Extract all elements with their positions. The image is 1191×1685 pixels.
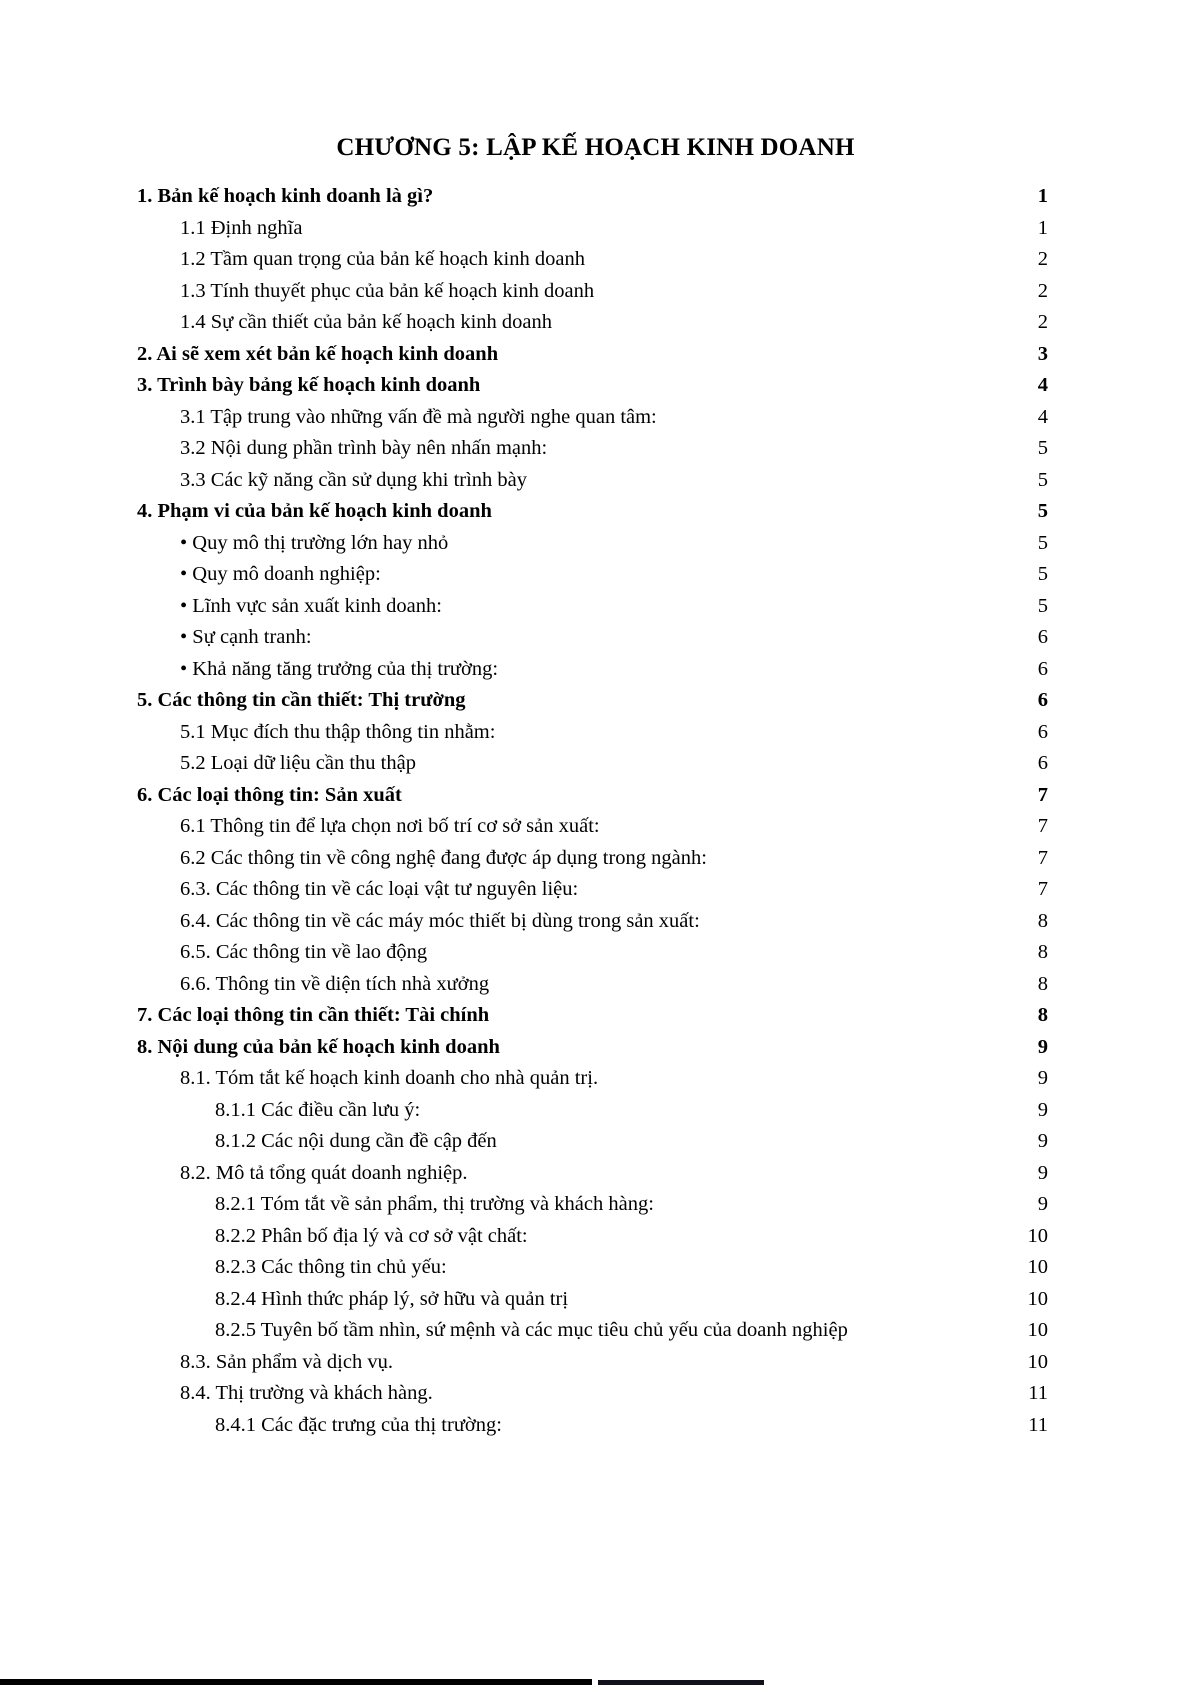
toc-entry-page-number: 2 bbox=[1037, 248, 1048, 270]
toc-entry bbox=[137, 780, 1048, 812]
toc-entry-label: 6. Các loại thông tin: Sản xuất bbox=[137, 783, 402, 806]
toc-entry-page-number: 7 bbox=[1037, 878, 1048, 900]
toc-entry-label: • Khả năng tăng trưởng của thị trường: bbox=[180, 657, 499, 680]
bottom-rules bbox=[0, 1678, 1191, 1685]
toc-entry-page-number: 7 bbox=[1037, 783, 1048, 806]
toc-entry-label: • Lĩnh vực sản xuất kinh doanh: bbox=[180, 594, 442, 617]
toc-entry bbox=[137, 559, 1048, 591]
toc-entry bbox=[137, 402, 1048, 434]
toc-entry-label: 8.4.1 Các đặc trưng của thị trường: bbox=[215, 1413, 502, 1436]
toc-entry-page-number: 1 bbox=[1037, 185, 1048, 207]
toc-entry-page-number: 6 bbox=[1037, 689, 1048, 711]
toc-entry-label: 6.6. Thông tin về diện tích nhà xưởng bbox=[180, 972, 490, 995]
toc-entry-label: 8.2.1 Tóm tắt về sản phẩm, thị trường và khách hàng: bbox=[215, 1193, 654, 1215]
toc-entry-label: 8. Nội dung của bản kế hoạch kinh doanh bbox=[137, 1035, 500, 1058]
toc-entry-label: 1.2 Tầm quan trọng của bản kế hoạch kinh doanh bbox=[180, 248, 585, 270]
toc-entry-page-number: 2 bbox=[1037, 311, 1048, 333]
toc-entry-label: 1.1 Định nghĩa bbox=[180, 216, 303, 239]
toc-entry-label: 3.2 Nội dung phần trình bày nên nhấn mạnh: bbox=[180, 437, 548, 459]
toc-entry bbox=[137, 1158, 1048, 1190]
toc-entry bbox=[137, 874, 1048, 906]
toc-entry-label: 8.2.5 Tuyên bố tầm nhìn, sứ mệnh và các mục tiêu chủ yếu của doanh nghiệp bbox=[215, 1319, 848, 1341]
toc-entry-page-number: 9 bbox=[1037, 1161, 1048, 1184]
toc-entry bbox=[137, 370, 1048, 402]
toc-entry bbox=[137, 937, 1048, 969]
toc-entry bbox=[137, 276, 1048, 308]
toc-entry bbox=[137, 1347, 1048, 1379]
toc-entry bbox=[137, 1284, 1048, 1316]
toc-entry-label: 8.2.3 Các thông tin chủ yếu: bbox=[215, 1256, 447, 1278]
toc-entry-page-number: 9 bbox=[1037, 1067, 1048, 1089]
toc-entry-page-number: 9 bbox=[1037, 1130, 1048, 1152]
toc-entry-page-number: 10 bbox=[1027, 1256, 1048, 1278]
toc-entry bbox=[137, 654, 1048, 686]
toc-entry-label: 3.1 Tập trung vào những vấn đề mà người nghe quan tâm: bbox=[180, 405, 657, 428]
toc-entry-page-number: 1 bbox=[1037, 216, 1048, 239]
toc-entry-label: 6.1 Thông tin để lựa chọn nơi bố trí cơ sở sản xuất: bbox=[180, 815, 600, 837]
toc-entry bbox=[137, 685, 1048, 717]
toc-entry-page-number: 4 bbox=[1037, 374, 1048, 396]
toc-entry-label: 5.2 Loại dữ liệu cần thu thập bbox=[180, 752, 416, 774]
toc-entry-label: 8.1.1 Các điều cần lưu ý: bbox=[215, 1098, 421, 1121]
toc-entry bbox=[137, 244, 1048, 276]
toc-entry-page-number: 5 bbox=[1037, 563, 1048, 585]
toc-entry bbox=[137, 1063, 1048, 1095]
toc-entry-page-number: 8 bbox=[1037, 941, 1048, 963]
toc-entry-page-number: 10 bbox=[1027, 1287, 1048, 1310]
toc-entry bbox=[137, 339, 1048, 371]
page-title: CHƯƠNG 5: LẬP KẾ HOẠCH KINH DOANH bbox=[336, 134, 855, 161]
toc-entry bbox=[137, 1221, 1048, 1253]
toc-entry-label: 3. Trình bày bảng kế hoạch kinh doanh bbox=[137, 374, 481, 396]
toc-entry-label: 8.1.2 Các nội dung cần đề cập đến bbox=[215, 1130, 497, 1152]
toc-entry bbox=[137, 717, 1048, 749]
toc-entry-page-number: 5 bbox=[1037, 468, 1048, 491]
toc-entry-page-number: 9 bbox=[1037, 1193, 1048, 1215]
toc-entry-page-number: 5 bbox=[1037, 531, 1048, 554]
toc-entry-label: 8.1. Tóm tắt kế hoạch kinh doanh cho nhà quản trị. bbox=[180, 1067, 599, 1089]
toc-entry-label: 6.2 Các thông tin về công nghệ đang được áp dụng trong ngành: bbox=[180, 846, 707, 869]
toc-entry-label: 1. Bản kế hoạch kinh doanh là gì? bbox=[137, 185, 434, 207]
toc-entry-page-number: 4 bbox=[1037, 405, 1048, 428]
toc-entry-label: 6.5. Các thông tin về lao động bbox=[180, 941, 428, 963]
table-of-contents bbox=[137, 181, 1048, 1441]
toc-entry bbox=[137, 748, 1048, 780]
toc-entry-label: 7. Các loại thông tin cần thiết: Tài chính bbox=[137, 1004, 490, 1026]
toc-entry-page-number: 5 bbox=[1037, 437, 1048, 459]
toc-entry-label: 5.1 Mục đích thu thập thông tin nhằm: bbox=[180, 720, 496, 743]
toc-entry bbox=[137, 307, 1048, 339]
toc-entry-label: 2. Ai sẽ xem xét bản kế hoạch kinh doanh bbox=[137, 342, 499, 365]
toc-entry bbox=[137, 433, 1048, 465]
toc-entry-page-number: 8 bbox=[1037, 909, 1048, 932]
toc-entry-page-number: 9 bbox=[1037, 1035, 1048, 1058]
toc-entry-page-number: 7 bbox=[1037, 846, 1048, 869]
toc-entry bbox=[137, 1378, 1048, 1410]
toc-entry-label: • Quy mô doanh nghiệp: bbox=[180, 563, 381, 585]
toc-entry-label: 8.4. Thị trường và khách hàng. bbox=[180, 1382, 433, 1404]
toc-entry-page-number: 7 bbox=[1037, 815, 1048, 837]
toc-entry-page-number: 3 bbox=[1037, 342, 1048, 365]
toc-entry bbox=[137, 1252, 1048, 1284]
toc-entry bbox=[137, 465, 1048, 497]
toc-entry bbox=[137, 496, 1048, 528]
toc-entry-page-number: 11 bbox=[1028, 1382, 1048, 1404]
toc-entry-label: • Sự cạnh tranh: bbox=[180, 626, 312, 648]
toc-entry-page-number: 11 bbox=[1028, 1413, 1048, 1436]
toc-entry bbox=[137, 1410, 1048, 1442]
toc-entry-label: 5. Các thông tin cần thiết: Thị trường bbox=[137, 689, 466, 711]
toc-entry bbox=[137, 528, 1048, 560]
toc-entry-page-number: 6 bbox=[1037, 752, 1048, 774]
toc-entry-page-number: 5 bbox=[1037, 500, 1048, 522]
toc-entry bbox=[137, 843, 1048, 875]
toc-entry-label: 1.4 Sự cần thiết của bản kế hoạch kinh doanh bbox=[180, 311, 553, 333]
toc-entry bbox=[137, 1000, 1048, 1032]
toc-entry-page-number: 10 bbox=[1027, 1319, 1048, 1341]
toc-entry-page-number: 8 bbox=[1037, 972, 1048, 995]
toc-entry-page-number: 6 bbox=[1037, 626, 1048, 648]
toc-entry-page-number: 8 bbox=[1037, 1004, 1048, 1026]
toc-entry-page-number: 6 bbox=[1037, 720, 1048, 743]
toc-entry bbox=[137, 1315, 1048, 1347]
toc-entry-label: • Quy mô thị trường lớn hay nhỏ bbox=[180, 531, 449, 554]
toc-entry bbox=[137, 591, 1048, 623]
toc-entry bbox=[137, 213, 1048, 245]
toc-entry-page-number: 10 bbox=[1027, 1350, 1048, 1373]
toc-entry-page-number: 2 bbox=[1037, 279, 1048, 302]
toc-entry bbox=[137, 1189, 1048, 1221]
toc-entry bbox=[137, 1095, 1048, 1127]
toc-entry bbox=[137, 906, 1048, 938]
toc-entry-page-number: 6 bbox=[1037, 657, 1048, 680]
toc-entry bbox=[137, 181, 1048, 213]
toc-entry-label: 8.2.2 Phân bố địa lý và cơ sở vật chất: bbox=[215, 1224, 528, 1247]
toc-entry-label: 8.3. Sản phẩm và dịch vụ. bbox=[180, 1350, 393, 1373]
toc-entry-label: 8.2. Mô tả tổng quát doanh nghiệp. bbox=[180, 1161, 468, 1184]
bottom-rule-left bbox=[0, 1679, 592, 1685]
toc-entry-page-number: 10 bbox=[1027, 1224, 1048, 1247]
toc-entry-page-number: 5 bbox=[1037, 594, 1048, 617]
toc-entry bbox=[137, 1032, 1048, 1064]
toc-entry bbox=[137, 969, 1048, 1001]
toc-entry-label: 6.3. Các thông tin về các loại vật tư nguyên liệu: bbox=[180, 878, 579, 900]
toc-entry-label: 1.3 Tính thuyết phục của bản kế hoạch kinh doanh bbox=[180, 279, 595, 302]
toc-entry-page-number: 9 bbox=[1037, 1098, 1048, 1121]
toc-entry-label: 3.3 Các kỹ năng cần sử dụng khi trình bày bbox=[180, 468, 528, 491]
toc-entry-label: 8.2.4 Hình thức pháp lý, sở hữu và quản trị bbox=[215, 1287, 569, 1310]
toc-entry bbox=[137, 811, 1048, 843]
toc-entry-label: 6.4. Các thông tin về các máy móc thiết bị dùng trong sản xuất: bbox=[180, 909, 700, 932]
toc-entry-label: 4. Phạm vi của bản kế hoạch kinh doanh bbox=[137, 500, 492, 522]
bottom-rule-right bbox=[598, 1680, 764, 1685]
toc-entry bbox=[137, 622, 1048, 654]
toc-entry bbox=[137, 1126, 1048, 1158]
